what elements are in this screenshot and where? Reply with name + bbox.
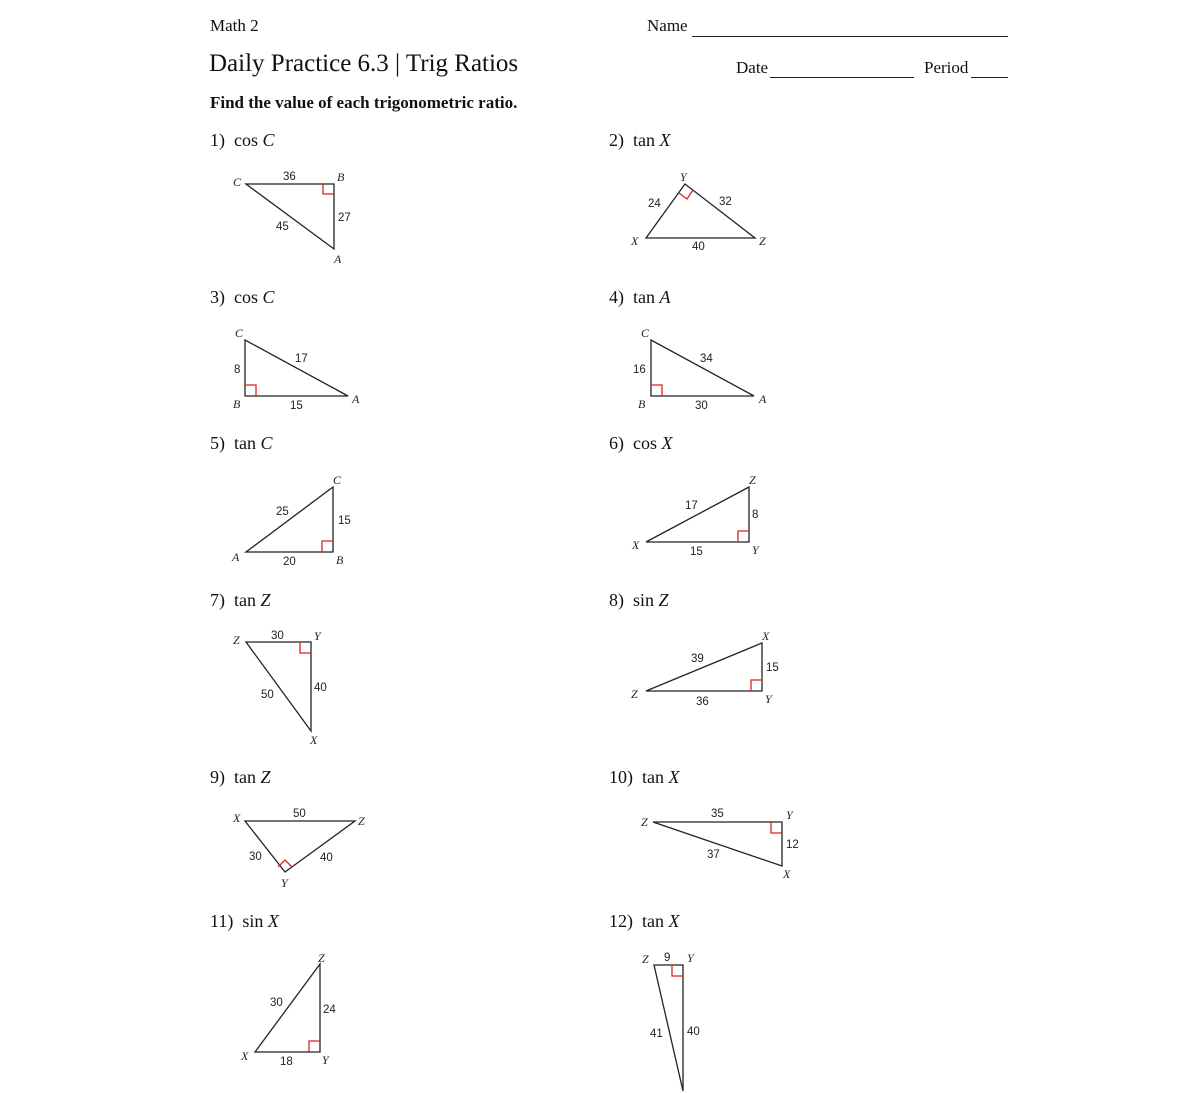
name-label: Name — [647, 16, 688, 35]
problem-2-label: 2) tan X — [609, 130, 671, 150]
worksheet-title: Daily Practice 6.3 | Trig Ratios — [209, 50, 519, 77]
side-length: 50 — [293, 808, 306, 820]
vertex-label: B — [233, 397, 241, 411]
side-length: 36 — [696, 696, 709, 708]
vertex-label: Y — [281, 876, 288, 890]
triangle-4 — [633, 326, 767, 412]
side-length: 32 — [719, 196, 732, 208]
side-length: 16 — [633, 364, 646, 376]
vertex-label: C — [235, 326, 244, 340]
vertex-label: Y — [687, 951, 694, 965]
vertex-label: A — [232, 550, 240, 564]
triangle-7 — [233, 629, 327, 747]
side-length: 30 — [271, 630, 284, 642]
vertex-label: Z — [631, 687, 638, 701]
vertex-label: Z — [233, 633, 240, 647]
problem-10-label: 10) tan X — [609, 767, 680, 787]
triangle-8 — [631, 629, 779, 708]
vertex-label: B — [337, 170, 345, 184]
triangle-11 — [240, 951, 336, 1068]
vertex-label: X — [233, 811, 241, 825]
side-length: 41 — [650, 1028, 663, 1040]
side-length: 24 — [648, 198, 661, 210]
triangle-6 — [631, 473, 760, 558]
vertex-label: X — [241, 1049, 249, 1063]
vertex-label: C — [333, 473, 342, 487]
side-length: 9 — [664, 952, 671, 964]
vertex-label: Y — [752, 543, 759, 557]
side-length: 30 — [270, 997, 283, 1009]
side-length: 24 — [323, 1004, 336, 1016]
problem-3-label: 3) cos C — [210, 287, 275, 307]
problem-6-label: 6) cos X — [609, 433, 673, 453]
triangle-5 — [231, 473, 351, 568]
vertex-label: Y — [680, 170, 687, 184]
vertex-label: A — [352, 392, 360, 406]
side-length: 15 — [690, 546, 703, 558]
side-length: 30 — [695, 400, 708, 412]
side-length: 15 — [766, 662, 779, 674]
vertex-label: X — [310, 733, 318, 747]
vertex-label: Y — [322, 1053, 329, 1067]
vertex-label: X — [632, 538, 640, 552]
problem-4-label: 4) tan A — [609, 287, 671, 307]
side-length: 12 — [786, 839, 799, 851]
problem-12-label: 12) tan X — [609, 911, 680, 931]
vertex-label: A — [759, 392, 767, 406]
side-length: 40 — [687, 1026, 700, 1038]
side-length: 30 — [249, 851, 262, 863]
problem-7-label: 7) tan Z — [210, 590, 271, 610]
vertex-label: B — [638, 397, 646, 411]
side-length: 18 — [280, 1056, 293, 1068]
vertex-label: B — [336, 553, 344, 567]
vertex-label: X — [762, 629, 770, 643]
side-length: 15 — [338, 515, 351, 527]
side-length: 25 — [276, 506, 289, 518]
vertex-label: Z — [318, 951, 325, 965]
side-length: 27 — [338, 212, 351, 224]
period-label: Period — [924, 58, 969, 77]
triangle-3 — [233, 326, 360, 412]
side-length: 20 — [283, 556, 296, 568]
vertex-label: X — [783, 867, 791, 881]
side-length: 34 — [700, 353, 713, 365]
side-length: 40 — [692, 241, 705, 253]
vertex-label: A — [334, 252, 342, 266]
problem-5-label: 5) tan C — [210, 433, 273, 453]
vertex-label: Z — [759, 234, 766, 248]
vertex-label: C — [233, 175, 242, 189]
side-length: 35 — [711, 808, 724, 820]
triangle-9 — [232, 808, 365, 890]
side-length: 36 — [283, 171, 296, 183]
problem-11-label: 11) sin X — [210, 911, 279, 931]
vertex-label: C — [641, 326, 650, 340]
problem-9-label: 9) tan Z — [210, 767, 271, 787]
side-length: 40 — [314, 682, 327, 694]
side-length: 17 — [295, 353, 308, 365]
vertex-label: Y — [765, 692, 772, 706]
vertex-label: Z — [641, 815, 648, 829]
date-label: Date — [736, 58, 769, 77]
problem-8-label: 8) sin Z — [609, 590, 669, 610]
course-name: Math 2 — [210, 16, 259, 35]
vertex-label: Z — [358, 814, 365, 828]
side-length: 37 — [707, 849, 720, 861]
side-length: 8 — [752, 509, 759, 521]
triangle-1 — [233, 170, 351, 266]
side-length: 8 — [234, 364, 241, 376]
triangle-2 — [630, 170, 766, 253]
triangle-12 — [642, 951, 700, 1091]
side-length: 39 — [691, 653, 704, 665]
vertex-label: Y — [786, 808, 793, 822]
side-length: 40 — [320, 852, 333, 864]
problem-1-label: 1) cos C — [210, 130, 275, 150]
triangle-10 — [641, 808, 799, 881]
instructions: Find the value of each trigonometric ratio. — [210, 93, 518, 112]
side-length: 50 — [261, 689, 274, 701]
side-length: 45 — [276, 221, 289, 233]
vertex-label: X — [631, 234, 639, 248]
side-length: 17 — [685, 500, 698, 512]
vertex-label: Y — [314, 629, 321, 643]
vertex-label: Z — [642, 952, 649, 966]
vertex-label: Z — [749, 473, 756, 487]
side-length: 15 — [290, 400, 303, 412]
